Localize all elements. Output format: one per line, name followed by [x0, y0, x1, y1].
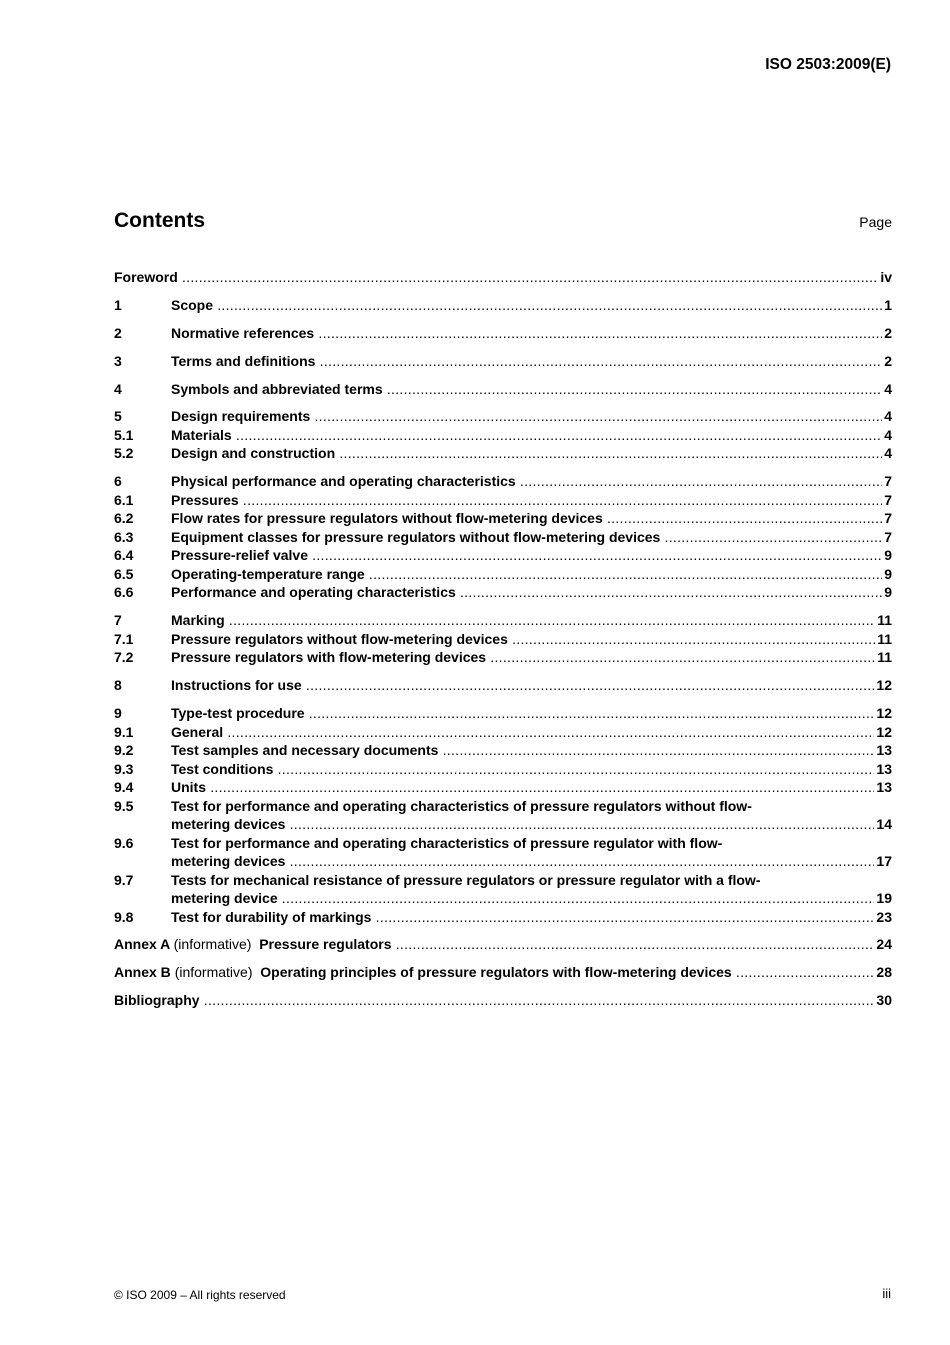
- toc-entry-label-line2: metering devices: [171, 853, 286, 870]
- toc-entry-label: General: [171, 723, 224, 740]
- toc-entry-5-2[interactable]: [114, 444, 892, 463]
- toc-entry-6[interactable]: [114, 472, 892, 491]
- toc-entry-page: 7: [884, 491, 892, 508]
- toc-entry-page: 7: [884, 528, 892, 545]
- toc-entry-label: Symbols and abbreviated terms: [171, 380, 383, 397]
- page-column-label: Page: [859, 214, 892, 230]
- toc-entry-number: 9.8: [114, 908, 134, 925]
- toc-entry-label: Units: [171, 779, 206, 796]
- toc-entry-page: 4: [884, 426, 892, 443]
- toc-entry-number: 8: [114, 677, 122, 694]
- toc-entry-4[interactable]: [114, 380, 892, 399]
- toc-entry-3[interactable]: [114, 352, 892, 371]
- toc-entry-number: 6: [114, 473, 122, 490]
- toc-entry-page: 28: [876, 964, 892, 981]
- toc-entry-6-4[interactable]: [114, 546, 892, 565]
- toc-entry-number: 7.1: [114, 630, 134, 647]
- toc-entry-page: 2: [884, 352, 892, 369]
- toc-entry-6-5[interactable]: [114, 565, 892, 584]
- toc-entry-page: 12: [876, 705, 892, 722]
- toc-entry-label: Pressure-relief valve: [171, 547, 308, 564]
- toc-entry-page: 4: [884, 445, 892, 462]
- toc-entry-number: 7.2: [114, 649, 134, 666]
- toc-entry-label: Flow rates for pressure regulators without flow-metering devices: [171, 510, 603, 527]
- toc-entry-page: 19: [876, 890, 892, 907]
- toc-entry-6-1[interactable]: [114, 491, 892, 510]
- toc-entry-page: 7: [884, 473, 892, 490]
- toc-entry-number: 2: [114, 324, 122, 341]
- toc-entry-number: 5.2: [114, 445, 134, 462]
- toc-entry-annex-b[interactable]: [114, 963, 892, 982]
- toc-entry-label: Equipment classes for pressure regulators without flow-metering devices: [171, 528, 661, 545]
- toc-entry-5[interactable]: [114, 407, 892, 426]
- toc-entry-9-6[interactable]: [114, 834, 892, 871]
- toc-entry-number: 9.1: [114, 723, 134, 740]
- toc-entry-6-2[interactable]: [114, 509, 892, 528]
- annex-prefix: Annex A: [114, 936, 170, 953]
- toc-entry-label: Operating principles of pressure regulators with flow-metering devices: [260, 964, 732, 981]
- toc-entry-9-4[interactable]: [114, 778, 892, 797]
- toc-entry-page: 9: [884, 547, 892, 564]
- toc-heading-row: [114, 209, 892, 233]
- toc-entry-number: 9.3: [114, 760, 134, 777]
- toc-entry-number: 6.1: [114, 491, 134, 508]
- toc-entry-label-line1: Test for performance and operating characteristics of pressure regulators without flow-: [171, 797, 752, 814]
- toc-entry-page: 9: [884, 584, 892, 601]
- page-number: iii: [882, 1286, 891, 1301]
- toc-entry-label: Operating-temperature range: [171, 565, 365, 582]
- toc-entry-label: Physical performance and operating characteristics: [171, 473, 516, 490]
- toc-entry-number: 9.4: [114, 779, 134, 796]
- toc-entry-9-3[interactable]: [114, 760, 892, 779]
- toc-title: Contents: [114, 209, 205, 232]
- toc-entry-number: 9: [114, 705, 122, 722]
- toc-entry-label: Design requirements: [171, 408, 311, 425]
- toc-entry-number: 6.6: [114, 584, 134, 601]
- toc-entry-label-line1: Test for performance and operating characteristics of pressure regulator with flow-: [171, 834, 723, 851]
- toc-entry-label-line2: metering device: [171, 890, 278, 907]
- toc-entry-label: Marking: [171, 612, 225, 629]
- toc-entry-page: 11: [877, 649, 892, 666]
- toc-entry-number: 3: [114, 352, 122, 369]
- toc-entry-6-6[interactable]: [114, 583, 892, 602]
- toc-entry-page: 11: [877, 612, 892, 629]
- toc-entry-9-1[interactable]: [114, 723, 892, 742]
- toc-entry-label: Instructions for use: [171, 677, 302, 694]
- toc-entry-label: Type-test procedure: [171, 705, 305, 722]
- toc-entry-number: 9.7: [114, 871, 134, 888]
- toc-entry-label: Performance and operating characteristics: [171, 584, 456, 601]
- annex-qualifier: (informative): [173, 936, 252, 953]
- toc-entry-9-8[interactable]: [114, 908, 892, 927]
- toc-entry-page: 12: [876, 677, 892, 694]
- copyright-notice: © ISO 2009 – All rights reserved: [114, 1288, 286, 1302]
- toc-entry-page: 23: [876, 908, 892, 925]
- toc-entry-number: 6.3: [114, 528, 134, 545]
- toc-entry-bibliography[interactable]: [114, 991, 892, 1010]
- toc-entry-number: 4: [114, 380, 122, 397]
- toc-entry-number: 5: [114, 408, 122, 425]
- toc-entry-label: Pressure regulators: [259, 936, 392, 953]
- toc-entry-page: 24: [876, 936, 892, 953]
- toc-entry-label: Pressure regulators without flow-metering devices: [171, 630, 508, 647]
- toc-entry-7-2[interactable]: [114, 648, 892, 667]
- toc-entry-9[interactable]: [114, 704, 892, 723]
- toc-entry-page: 13: [876, 779, 892, 796]
- toc-entry-number: 6.2: [114, 510, 134, 527]
- toc-entry-label: Bibliography: [114, 992, 200, 1009]
- toc-entry-page: 13: [876, 742, 892, 759]
- toc-entry-1[interactable]: [114, 296, 892, 315]
- toc-entry-7[interactable]: [114, 611, 892, 630]
- toc-entry-label: Terms and definitions: [171, 352, 316, 369]
- toc-entry-number: 6.5: [114, 565, 134, 582]
- toc-entry-label: Normative references: [171, 324, 315, 341]
- toc-entry-page: 30: [876, 992, 892, 1009]
- toc-entry-number: 9.2: [114, 742, 134, 759]
- toc-entry-label: Pressures: [171, 491, 239, 508]
- toc-entry-5-1[interactable]: [114, 426, 892, 445]
- toc-entry-9-7[interactable]: [114, 871, 892, 908]
- toc-entry-page: 1: [884, 296, 892, 313]
- table-of-contents: [114, 268, 892, 1010]
- toc-entry-page: 11: [877, 630, 892, 647]
- toc-entry-page: 9: [884, 565, 892, 582]
- toc-entry-page: 14: [876, 816, 892, 833]
- toc-entry-label: Test samples and necessary documents: [171, 742, 439, 759]
- toc-entry-page: 4: [884, 408, 892, 425]
- toc-entry-annex-a[interactable]: [114, 935, 892, 954]
- toc-entry-9-5[interactable]: [114, 797, 892, 834]
- toc-entry-label: Materials: [171, 426, 232, 443]
- toc-entry-page: 7: [884, 510, 892, 527]
- toc-entry-8[interactable]: [114, 676, 892, 695]
- toc-entry-label: Scope: [171, 296, 214, 313]
- toc-entry-label: Foreword: [114, 269, 178, 285]
- toc-entry-page: 12: [876, 723, 892, 740]
- toc-entry-label: Test conditions: [171, 760, 274, 777]
- toc-entry-label-line2: metering devices: [171, 816, 286, 833]
- annex-prefix: Annex B: [114, 964, 171, 981]
- toc-entry-9-2[interactable]: [114, 741, 892, 760]
- toc-entry-number: 6.4: [114, 547, 134, 564]
- toc-entry-number: 1: [114, 296, 122, 313]
- toc-entry-number: 5.1: [114, 426, 134, 443]
- toc-entry-label: Pressure regulators with flow-metering devices: [171, 649, 487, 666]
- toc-entry-number: 9.6: [114, 834, 134, 851]
- toc-entry-page: 4: [884, 380, 892, 397]
- toc-entry-foreword[interactable]: [114, 268, 892, 287]
- document-id: ISO 2503:2009(E): [765, 56, 891, 73]
- toc-entry-page: 13: [876, 760, 892, 777]
- toc-entry-label-line1: Tests for mechanical resistance of pressure regulators or pressure regulator with a flow-: [171, 871, 761, 888]
- toc-entry-page: iv: [880, 269, 892, 285]
- toc-entry-number: 7: [114, 612, 122, 629]
- toc-entry-page: 2: [884, 324, 892, 341]
- toc-entry-number: 9.5: [114, 797, 134, 814]
- toc-entry-page: 17: [876, 853, 892, 870]
- toc-entry-7-1[interactable]: [114, 630, 892, 649]
- toc-entry-label: Test for durability of markings: [171, 908, 372, 925]
- annex-qualifier: (informative): [174, 964, 253, 981]
- toc-entry-2[interactable]: [114, 324, 892, 343]
- toc-entry-6-3[interactable]: [114, 528, 892, 547]
- toc-entry-label: Design and construction: [171, 445, 336, 462]
